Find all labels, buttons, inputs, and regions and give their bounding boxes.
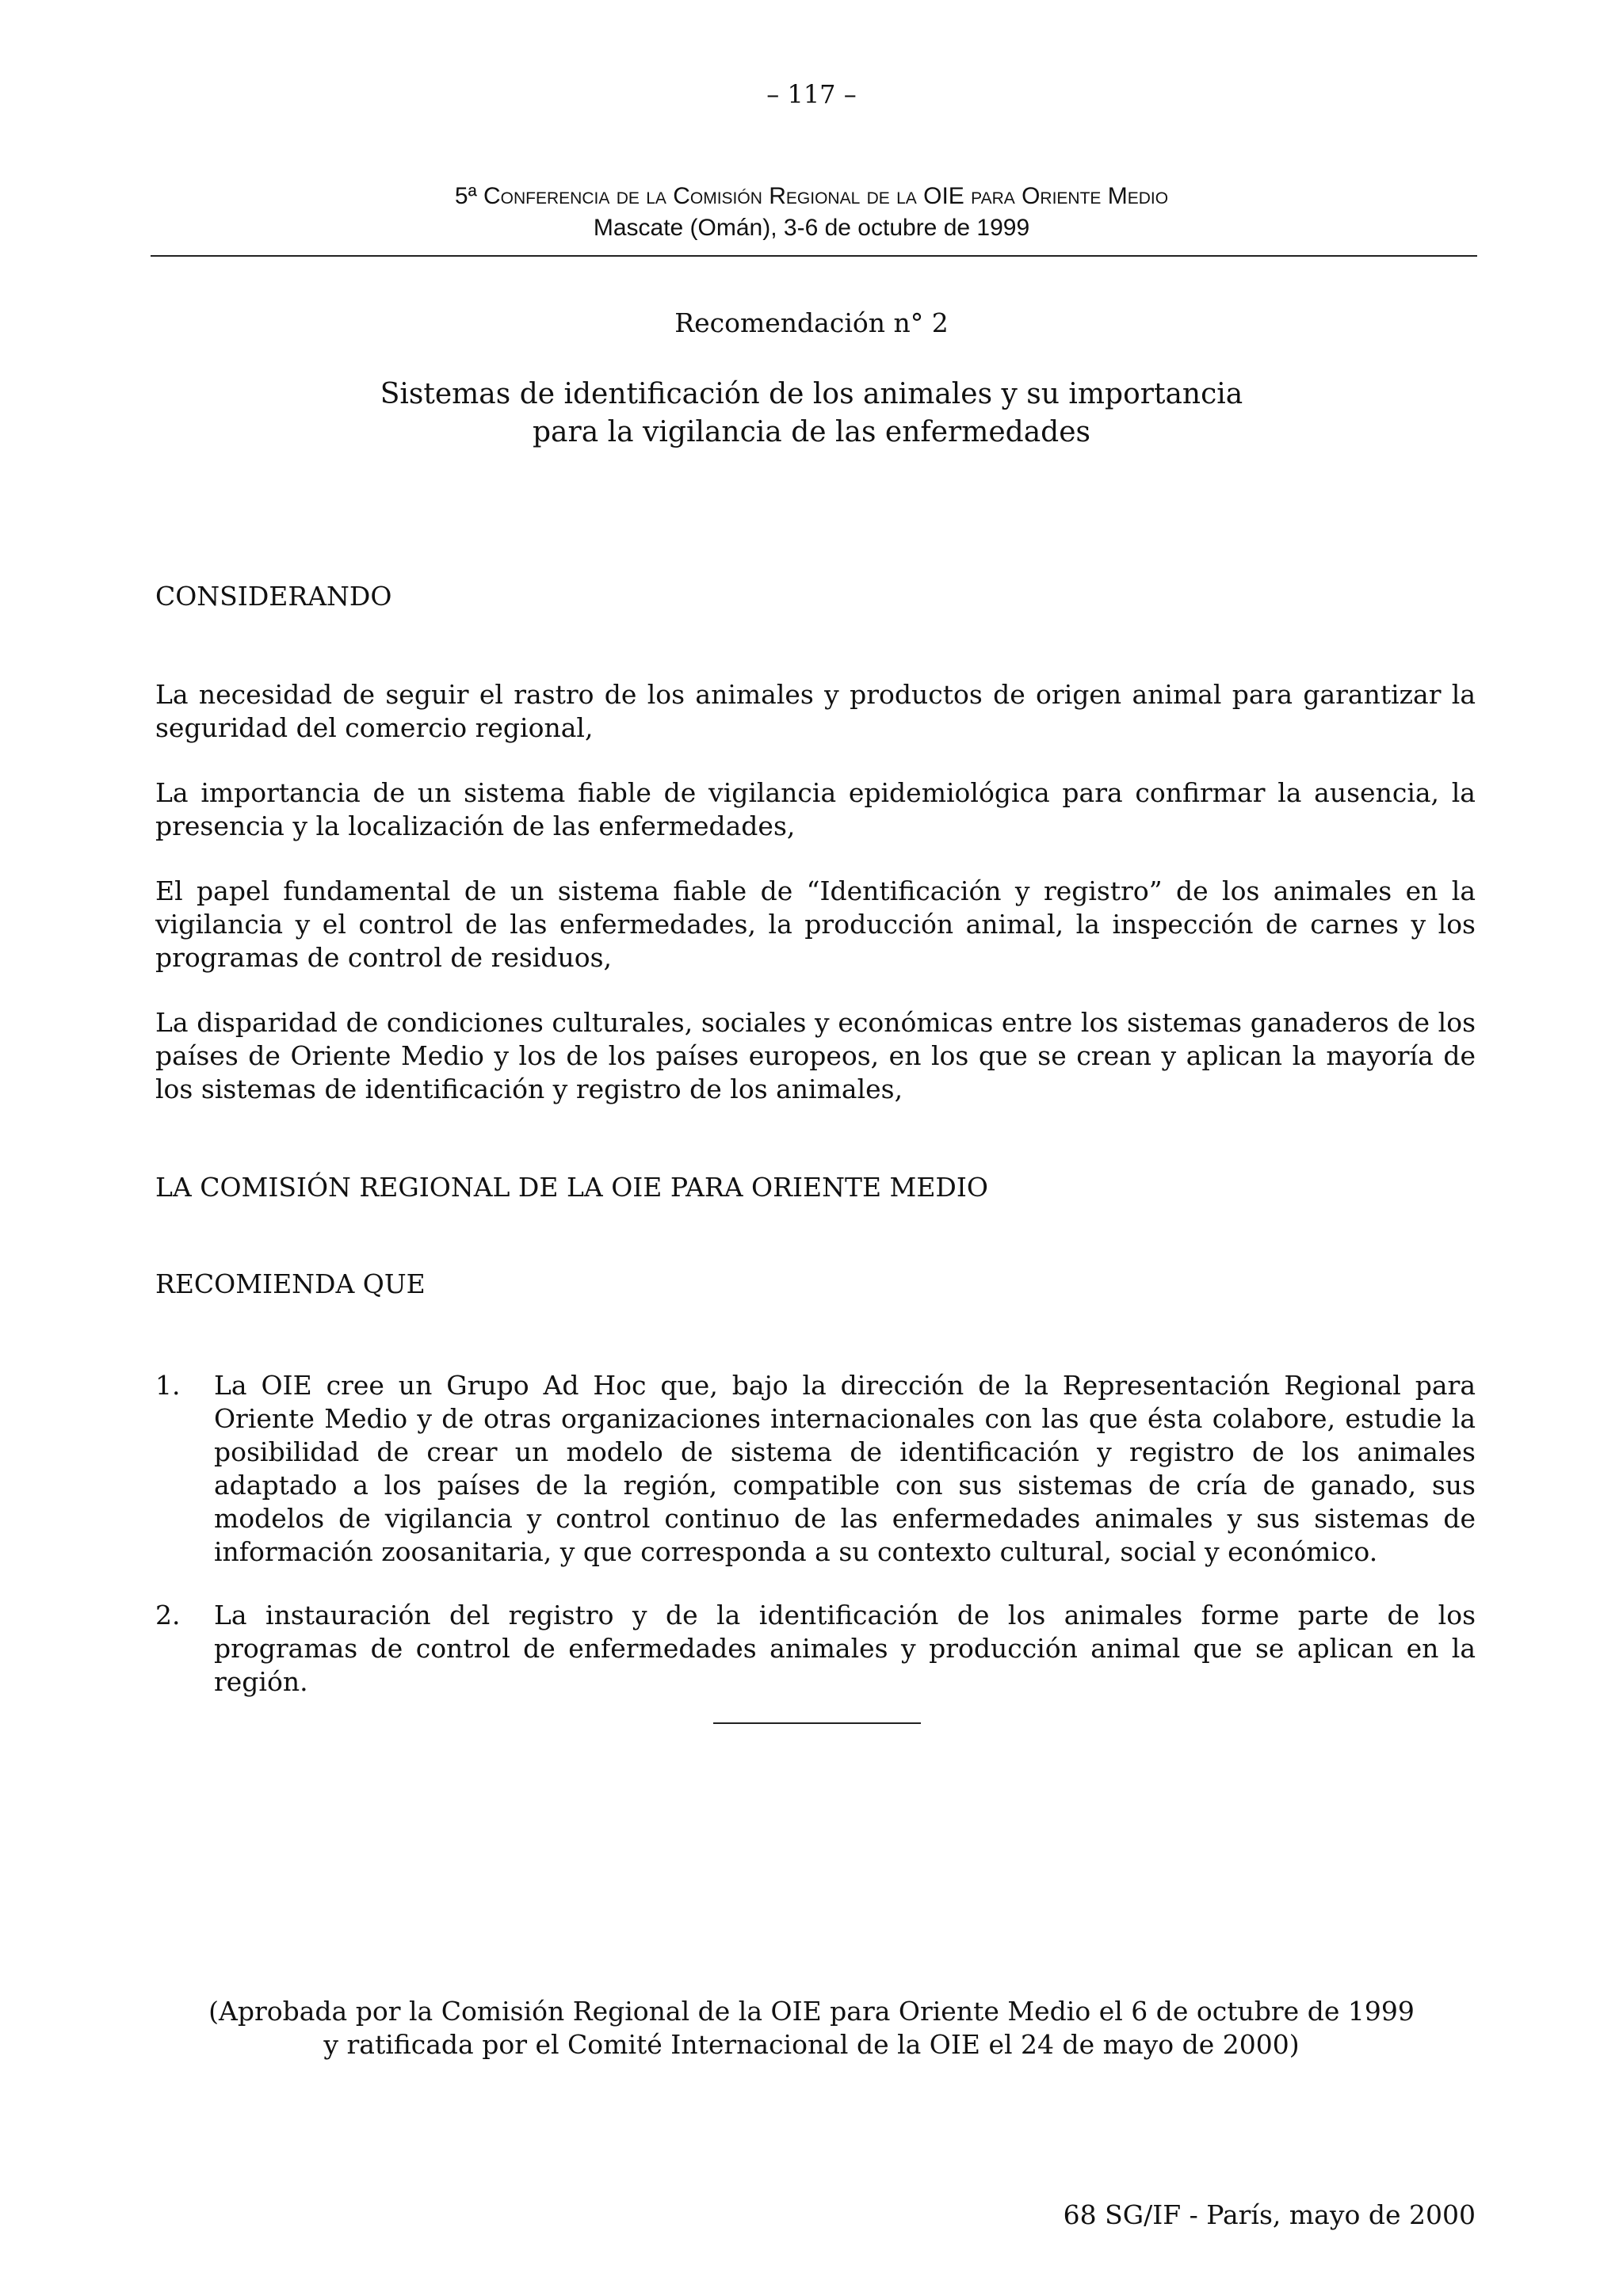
recommendation-title	[0, 376, 1623, 452]
item-number: 2.	[155, 1600, 181, 1630]
recommendation-title-line-1: Sistemas de identificación de los animales y su importancia	[380, 378, 1243, 410]
approval-line-1: (Aprobada por la Comisión Regional de la OIE para Oriente Medio el 6 de octubre de 1999	[208, 1996, 1415, 2027]
recommendation-title-line-2: para la vigilancia de las enfermedades	[533, 416, 1090, 448]
considerando-paragraph-4: La disparidad de condiciones culturales, sociales y económicas entre los sistemas ganaderos de los países de Oriente Medio y los de los países europeos, en los que se crean y aplican la mayoría de los sistemas de identificación y registro de los animales,	[155, 1007, 1476, 1104]
recommendation-number: Recomendación n° 2	[674, 307, 949, 338]
considerando-paragraph-1: La necesidad de seguir el rastro de los animales y productos de origen animal para garantizar la seguridad del comercio regional,	[155, 679, 1476, 743]
header-divider	[151, 255, 1477, 257]
running-header	[0, 181, 1623, 244]
page-number: – 117 –	[766, 79, 857, 109]
commission-heading: LA COMISIÓN REGIONAL DE LA OIE PARA ORIENTE MEDIO	[155, 1172, 988, 1203]
footer-reference: 68 SG/IF - París, mayo de 2000	[1063, 2199, 1476, 2230]
considerando-paragraph-2: La importancia de un sistema fiable de vigilancia epidemiológica para confirmar la ausencia, la presencia y la localización de las enfermedades,	[155, 777, 1476, 841]
approval-line-2: y ratificada por el Comité Internacional de la OIE el 24 de mayo de 2000)	[323, 2029, 1300, 2060]
conference-location-date: Mascate (Omán), 3-6 de octubre de 1999	[593, 215, 1030, 241]
item-text: La instauración del registro y de la identificación de los animales forme parte de los programas de control de enfermedades animales y producción animal que se aplican en la región.	[214, 1600, 1476, 1697]
item-number: 1.	[155, 1370, 181, 1401]
closing-divider	[713, 1722, 921, 1724]
item-text: La OIE cree un Grupo Ad Hoc que, bajo la dirección de la Representación Regional para Oriente Medio y de otras organizaciones internacionales con las que ésta colabore, estudie la posibilidad de crear un modelo de sistema de identificación y registro de los animales adaptado a los países de la región, compatible con sus sistemas de cría de ganado, sus modelos de vigilancia y control continuo de las enfermedades animales y sus sistemas de información zoosanitaria, y que corresponda a su contexto cultural, social y económico.	[214, 1370, 1476, 1567]
approval-note	[0, 1995, 1623, 2061]
conference-title: 5ª Conferencia de la Comisión Regional de la OIE para Oriente Medio	[454, 183, 1169, 209]
considerando-heading: CONSIDERANDO	[155, 581, 392, 612]
recomienda-heading: RECOMIENDA QUE	[155, 1268, 426, 1299]
considerando-paragraph-3: El papel fundamental de un sistema fiable de “Identificación y registro” de los animales en la vigilancia y el control de las enfermedades, la producción animal, la inspección de carnes y los programas de control de residuos,	[155, 875, 1476, 973]
